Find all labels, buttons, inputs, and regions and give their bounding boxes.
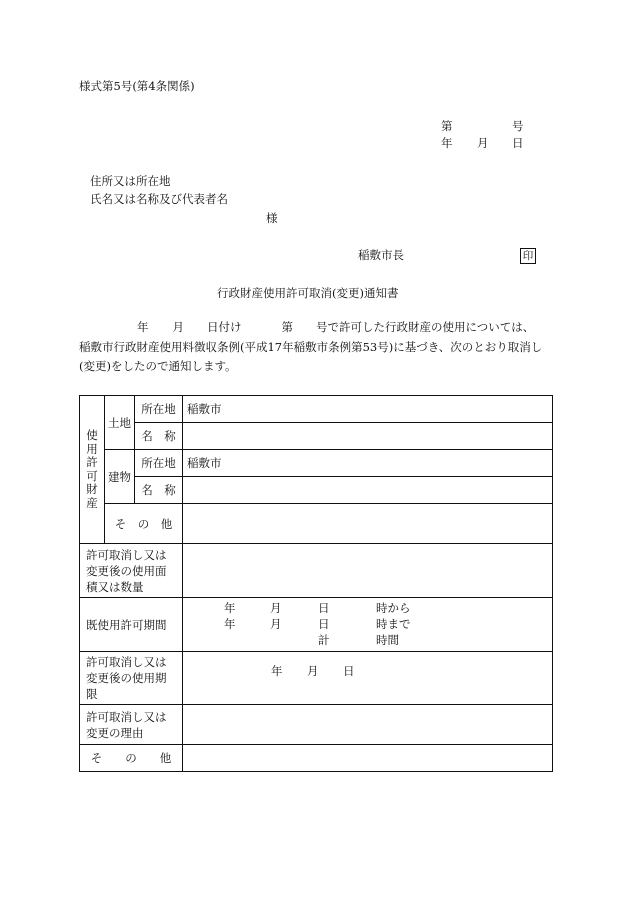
deadline-month: 月 — [307, 664, 319, 678]
reason-label: 許可取消し又は変更の理由 — [80, 705, 183, 745]
property-other-label: そ の 他 — [105, 504, 183, 544]
property-other-value[interactable] — [183, 504, 553, 544]
reason-value[interactable] — [183, 705, 553, 745]
body-line-2: 稲敷市行政財産使用料徴収条例(平成17年稲敷市条例第53号)に基づき、次のとおり取消し — [79, 339, 543, 354]
form-number: 様式第5号(第4条関係) — [79, 79, 195, 93]
date-month: 月 — [477, 136, 489, 150]
period-from-year: 年 — [224, 601, 236, 615]
issuer-title: 稲敷市長 — [358, 248, 404, 262]
body-dated: 日付け — [207, 320, 242, 334]
land-name-value[interactable] — [183, 423, 553, 450]
building-name-label: 名 称 — [135, 477, 183, 504]
doc-number-suffix: 号 — [512, 119, 524, 133]
period-total-hours: 時間 — [376, 633, 399, 647]
period-value[interactable] — [183, 598, 553, 652]
period-label: 既使用許可期間 — [80, 598, 183, 652]
deadline-label: 許可取消し又は変更後の使用期限 — [80, 652, 183, 705]
property-group-label: 使用許可財産 — [80, 396, 105, 544]
recipient-name-label: 氏名又は名称及び代表者名 — [90, 192, 228, 206]
body-paragraph — [79, 318, 559, 377]
land-name-label: 名 称 — [135, 423, 183, 450]
body-line-1 — [79, 318, 559, 338]
body-year: 年 — [137, 320, 149, 334]
date-day: 日 — [512, 136, 524, 150]
area-label: 許可取消し又は変更後の使用面積又は数量 — [80, 544, 183, 598]
period-to-year: 年 — [224, 617, 236, 631]
body-month: 月 — [172, 320, 184, 334]
land-label: 土地 — [105, 396, 135, 450]
period-from-time: 時から — [376, 601, 411, 615]
doc-number-prefix: 第 — [441, 119, 453, 133]
period-to-day: 日 — [318, 617, 330, 631]
period-total-label: 計 — [318, 633, 330, 647]
period-to-time: 時まで — [376, 617, 411, 631]
document-title: 行政財産使用許可取消(変更)通知書 — [217, 286, 399, 300]
recipient-honorific: 様 — [266, 211, 278, 225]
land-location-value[interactable]: 稲敷市 — [183, 396, 553, 423]
other-label: そ の 他 — [80, 745, 183, 772]
period-from-day: 日 — [318, 601, 330, 615]
building-location-label: 所在地 — [135, 450, 183, 477]
building-name-value[interactable] — [183, 477, 553, 504]
building-location-value[interactable]: 稲敷市 — [183, 450, 553, 477]
period-to-month: 月 — [270, 617, 282, 631]
area-value[interactable] — [183, 544, 553, 598]
period-from-month: 月 — [270, 601, 282, 615]
land-location-label: 所在地 — [135, 396, 183, 423]
deadline-day: 日 — [343, 664, 355, 678]
deadline-year: 年 — [271, 664, 283, 678]
property-table — [79, 395, 553, 772]
building-label: 建物 — [105, 450, 135, 504]
date-year: 年 — [441, 136, 453, 150]
body-line-3: (変更)をしたので通知します。 — [79, 359, 237, 373]
body-dai: 第 — [281, 320, 293, 334]
body-rest: 号で許可した行政財産の使用については、 — [316, 320, 535, 334]
other-value[interactable] — [183, 745, 553, 772]
recipient-address-label: 住所又は所在地 — [90, 174, 171, 188]
deadline-value[interactable] — [183, 652, 553, 705]
seal-mark: 印 — [520, 248, 536, 264]
